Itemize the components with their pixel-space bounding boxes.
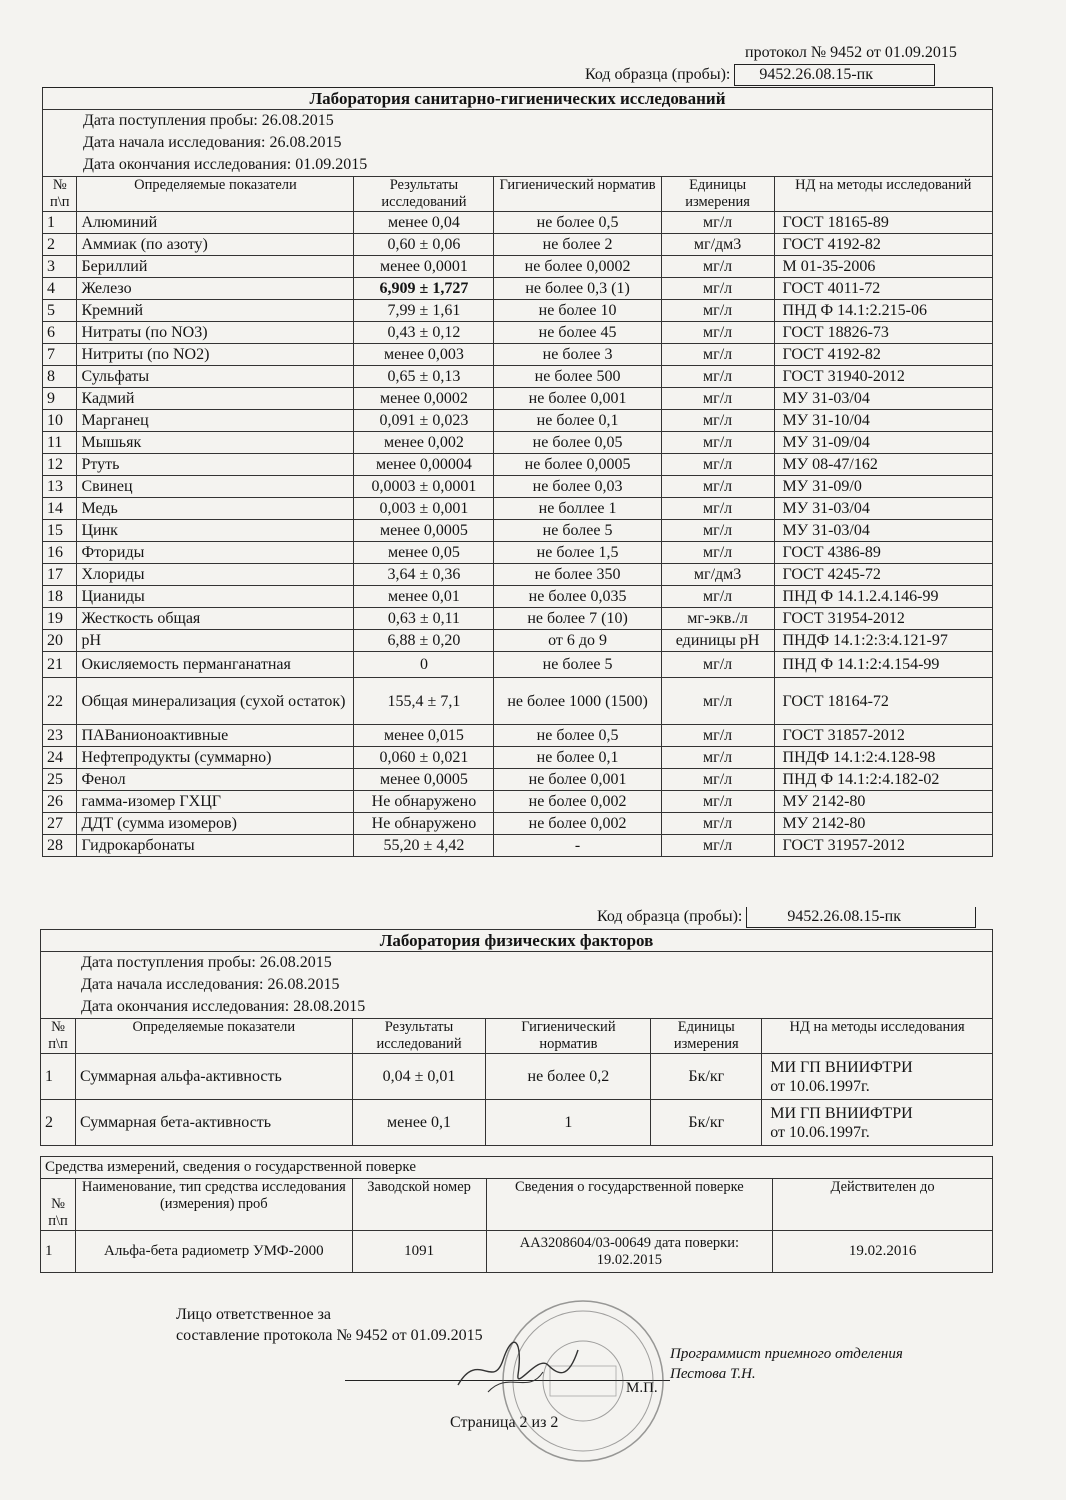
method-value	[762, 1100, 993, 1146]
result-value: 0,63 ± 0,11	[354, 608, 494, 630]
indicator-name: Фенол	[77, 769, 354, 791]
unit-value: мг/л	[661, 410, 774, 432]
sample-code-label-mid: Код образца (пробы):	[597, 908, 743, 925]
unit-value: Бк/кг	[651, 1054, 762, 1100]
unit-value: мг/л	[661, 542, 774, 564]
table-row	[43, 542, 993, 564]
result-value: 0	[354, 652, 494, 678]
table-row	[43, 520, 993, 542]
row-number: 2	[43, 234, 77, 256]
physical-lab-table	[40, 929, 993, 1146]
method-value: ПНД Ф 14.1:2:4.154-99	[774, 652, 992, 678]
indicator-name: Бериллий	[77, 256, 354, 278]
norm-value: не боллее 1	[494, 498, 661, 520]
result-value: менее 0,0001	[354, 256, 494, 278]
result-value: 0,60 ± 0,06	[354, 234, 494, 256]
row-number: 27	[43, 813, 77, 835]
norm-value: не более 0,002	[494, 791, 661, 813]
method-value: ГОСТ 4386-89	[774, 542, 992, 564]
row-number: 15	[43, 520, 77, 542]
table-row	[43, 388, 993, 410]
norm-value: не более 5	[494, 520, 661, 542]
lab2-date-end: Дата окончания исследования: 28.08.2015	[81, 998, 366, 1015]
indicator-name: pH	[77, 630, 354, 652]
table-row	[43, 586, 993, 608]
result-value: менее 0,01	[354, 586, 494, 608]
row-number: 19	[43, 608, 77, 630]
result-value: 155,4 ± 7,1	[354, 678, 494, 725]
norm-value: не более 0,2	[486, 1054, 651, 1100]
unit-value: мг/л	[661, 300, 774, 322]
method-value: МУ 2142-80	[774, 813, 992, 835]
norm-value: не более 1,5	[494, 542, 661, 564]
unit-value: мг/л	[661, 322, 774, 344]
unit-value: единицы pH	[661, 630, 774, 652]
norm-value: не более 1000 (1500)	[494, 678, 661, 725]
row-number: 7	[43, 344, 77, 366]
row-number: 22	[43, 678, 77, 725]
table-row	[43, 366, 993, 388]
result-value: 0,003 ± 0,001	[354, 498, 494, 520]
table-row	[43, 344, 993, 366]
result-value: менее 0,015	[354, 725, 494, 747]
unit-value: мг/л	[661, 454, 774, 476]
indicator-name: Суммарная альфа-активность	[75, 1054, 352, 1100]
method-value: МУ 31-10/04	[774, 410, 992, 432]
method-value: ГОСТ 4192-82	[774, 344, 992, 366]
stamp-place-label: М.П.	[626, 1380, 658, 1396]
row-number: 4	[43, 278, 77, 300]
unit-value: мг/л	[661, 278, 774, 300]
row-number: 1	[41, 1054, 76, 1100]
result-value: менее 0,0005	[354, 520, 494, 542]
indicator-name: ДДТ (сумма изомеров)	[77, 813, 354, 835]
table-row	[43, 769, 993, 791]
norm-value: от 6 до 9	[494, 630, 661, 652]
norm-value: -	[494, 835, 661, 857]
method-value: МУ 31-03/04	[774, 520, 992, 542]
lab2-date-received: Дата поступления пробы: 26.08.2015	[81, 954, 332, 971]
lab1-date-start: Дата начала исследования: 26.08.2015	[83, 134, 342, 151]
norm-value: не более 3	[494, 344, 661, 366]
sample-code-value-mid: 9452.26.08.15-пк	[746, 907, 976, 928]
method-value: ПНД Ф 14.1.2.4.146-99	[774, 586, 992, 608]
col3-num: № п\п	[41, 1179, 76, 1231]
norm-value: не более 0,035	[494, 586, 661, 608]
unit-value: мг/л	[661, 256, 774, 278]
row-number: 1	[43, 212, 77, 234]
row-number: 20	[43, 630, 77, 652]
method-value: ГОСТ 4245-72	[774, 564, 992, 586]
row-number: 12	[43, 454, 77, 476]
row-number: 25	[43, 769, 77, 791]
indicator-name: Железо	[77, 278, 354, 300]
lab2-header-row	[41, 1019, 993, 1054]
method-date: от 10.06.1997г.	[770, 1123, 870, 1141]
method-value: ПНД Ф 14.1:2:4.182-02	[774, 769, 992, 791]
result-value: 6,909 ± 1,727	[354, 278, 494, 300]
unit-value: мг/л	[661, 813, 774, 835]
result-value: 7,99 ± 1,61	[354, 300, 494, 322]
row-number: 5	[43, 300, 77, 322]
row-number: 6	[43, 322, 77, 344]
indicator-name: гамма-изомер ГХЦГ	[77, 791, 354, 813]
col3-valid: Действителен до	[773, 1179, 993, 1231]
indicator-name: Фториды	[77, 542, 354, 564]
result-value: Не обнаружено	[354, 791, 494, 813]
col3-verification: Сведения о государственной поверке	[486, 1179, 773, 1231]
method-value: МУ 08-47/162	[774, 454, 992, 476]
indicator-name: Цианиды	[77, 586, 354, 608]
indicator-name: Гидрокарбонаты	[77, 835, 354, 857]
table-row	[43, 725, 993, 747]
col2-indicator: Определяемые показатели	[75, 1019, 352, 1054]
table-row	[43, 476, 993, 498]
row-number: 17	[43, 564, 77, 586]
indicator-name: Ртуть	[77, 454, 354, 476]
method-value: МУ 31-09/04	[774, 432, 992, 454]
method-value: ПНДФ 14.1:2:4.128-98	[774, 747, 992, 769]
row-number: 24	[43, 747, 77, 769]
method-value: ПНДФ 14.1:2:3:4.121-97	[774, 630, 992, 652]
result-value: 6,88 ± 0,20	[354, 630, 494, 652]
instrument-serial: 1091	[352, 1231, 486, 1273]
table-row	[41, 1100, 993, 1146]
instruments-title: Средства измерений, сведения о государственной поверке	[41, 1157, 993, 1179]
table-row	[43, 410, 993, 432]
norm-value: не более 0,5	[494, 212, 661, 234]
table-row	[43, 630, 993, 652]
norm-value: не более 0,001	[494, 769, 661, 791]
unit-value: мг/л	[661, 432, 774, 454]
row-number: 18	[43, 586, 77, 608]
responsible-line1: Лицо ответственное за	[176, 1306, 332, 1323]
norm-value: не более 7 (10)	[494, 608, 661, 630]
table-row	[43, 813, 993, 835]
lab2-dates	[41, 952, 993, 1019]
indicator-name: Окисляемость перманганатная	[77, 652, 354, 678]
row-number: 10	[43, 410, 77, 432]
table-row	[43, 678, 993, 725]
unit-value: мг/л	[661, 678, 774, 725]
signer-position: Программист приемного отделения	[670, 1346, 903, 1362]
indicator-name: Марганец	[77, 410, 354, 432]
method-value: ГОСТ 31857-2012	[774, 725, 992, 747]
row-number: 2	[41, 1100, 76, 1146]
table-row	[43, 652, 993, 678]
norm-value: не более 0,1	[494, 747, 661, 769]
method-name: МИ ГП ВНИИФТРИ	[770, 1058, 913, 1076]
table-row	[43, 212, 993, 234]
indicator-name: Цинк	[77, 520, 354, 542]
table-row	[43, 835, 993, 857]
lab1-title: Лаборатория санитарно-гигиенических исследований	[43, 88, 993, 110]
norm-value: не более 0,001	[494, 388, 661, 410]
lab1-header-row	[43, 177, 993, 212]
col-indicator: Определяемые показатели	[77, 177, 354, 212]
method-value: МУ 31-03/04	[774, 498, 992, 520]
unit-value: мг/л	[661, 791, 774, 813]
indicator-name: Нефтепродукты (суммарно)	[77, 747, 354, 769]
table-row	[43, 608, 993, 630]
norm-value: не более 0,03	[494, 476, 661, 498]
instruments-header-row	[41, 1179, 993, 1231]
unit-value: мг/л	[661, 366, 774, 388]
table-row	[43, 234, 993, 256]
col3-serial: Заводской номер	[352, 1179, 486, 1231]
method-value: МУ 31-03/04	[774, 388, 992, 410]
instruments-table	[40, 1156, 993, 1273]
result-value: 0,091 ± 0,023	[354, 410, 494, 432]
norm-value: не более 0,05	[494, 432, 661, 454]
table-row	[41, 1054, 993, 1100]
unit-value: мг/л	[661, 725, 774, 747]
norm-value: не более 0,3 (1)	[494, 278, 661, 300]
unit-value: мг/л	[661, 835, 774, 857]
row-number: 21	[43, 652, 77, 678]
indicator-name: Свинец	[77, 476, 354, 498]
unit-value: мг/дм3	[661, 564, 774, 586]
indicator-name: ПАВанионоактивные	[77, 725, 354, 747]
col2-num: № п\п	[41, 1019, 76, 1054]
unit-value: мг/л	[661, 586, 774, 608]
norm-value: не более 45	[494, 322, 661, 344]
unit-value: мг/л	[661, 476, 774, 498]
row-number: 14	[43, 498, 77, 520]
row-number: 13	[43, 476, 77, 498]
result-value: 0,43 ± 0,12	[354, 322, 494, 344]
sanitary-lab-table	[42, 87, 993, 857]
table-row	[43, 791, 993, 813]
norm-value: не более 500	[494, 366, 661, 388]
unit-value: мг-экв./л	[661, 608, 774, 630]
unit-value: мг/л	[661, 388, 774, 410]
lab1-dates	[43, 110, 993, 177]
signer-name: Пестова Т.Н.	[670, 1366, 756, 1382]
result-value: Не обнаружено	[354, 813, 494, 835]
norm-value: не более 0,1	[494, 410, 661, 432]
result-value: 0,65 ± 0,13	[354, 366, 494, 388]
method-value: ПНД Ф 14.1:2.215-06	[774, 300, 992, 322]
row-number: 26	[43, 791, 77, 813]
sample-code-value: 9452.26.08.15-пк	[734, 64, 935, 86]
method-value: М 01-35-2006	[774, 256, 992, 278]
table-row	[43, 454, 993, 476]
method-value: ГОСТ 4192-82	[774, 234, 992, 256]
method-value: ГОСТ 18164-72	[774, 678, 992, 725]
result-value: 55,20 ± 4,42	[354, 835, 494, 857]
method-value: МУ 31-09/0	[774, 476, 992, 498]
col2-unit: Единицы измерения	[651, 1019, 762, 1054]
table-row	[43, 322, 993, 344]
norm-value: не более 350	[494, 564, 661, 586]
instrument-verification: АА3208604/03-00649 дата поверки: 19.02.2015	[486, 1231, 773, 1273]
table-row	[43, 498, 993, 520]
col-method: НД на методы исследований	[774, 177, 992, 212]
unit-value: мг/л	[661, 747, 774, 769]
indicator-name: Медь	[77, 498, 354, 520]
indicator-name: Суммарная бета-активность	[75, 1100, 352, 1146]
signer-block	[670, 1344, 903, 1384]
sample-code-label: Код образца (пробы):	[585, 66, 731, 83]
result-value: менее 0,0002	[354, 388, 494, 410]
method-value: ГОСТ 31940-2012	[774, 366, 992, 388]
result-value: менее 0,003	[354, 344, 494, 366]
lab1-date-received: Дата поступления пробы: 26.08.2015	[83, 112, 334, 129]
method-value: ГОСТ 4011-72	[774, 278, 992, 300]
row-number: 9	[43, 388, 77, 410]
norm-value: не более 5	[494, 652, 661, 678]
unit-value: мг/л	[661, 769, 774, 791]
indicator-name: Аммиак (по азоту)	[77, 234, 354, 256]
result-value: 0,0003 ± 0,0001	[354, 476, 494, 498]
unit-value: мг/дм3	[661, 234, 774, 256]
method-value: ГОСТ 18165-89	[774, 212, 992, 234]
norm-value: не более 0,0005	[494, 454, 661, 476]
row-number: 11	[43, 432, 77, 454]
indicator-name: Мышьяк	[77, 432, 354, 454]
col-num: № п\п	[43, 177, 77, 212]
page-number: Страница 2 из 2	[450, 1414, 559, 1431]
norm-value: не более 2	[494, 234, 661, 256]
method-value	[762, 1054, 993, 1100]
indicator-name: Кремний	[77, 300, 354, 322]
method-value: ГОСТ 31954-2012	[774, 608, 992, 630]
table-row	[43, 564, 993, 586]
result-value: 0,04 ± 0,01	[352, 1054, 486, 1100]
row-number: 16	[43, 542, 77, 564]
unit-value: мг/л	[661, 212, 774, 234]
row-number: 3	[43, 256, 77, 278]
table-row	[43, 747, 993, 769]
indicator-name: Жесткость общая	[77, 608, 354, 630]
unit-value: мг/л	[661, 652, 774, 678]
indicator-name: Нитраты (по NO3)	[77, 322, 354, 344]
lab2-date-start: Дата начала исследования: 26.08.2015	[81, 976, 340, 993]
result-value: менее 0,00004	[354, 454, 494, 476]
indicator-name: Сульфаты	[77, 366, 354, 388]
indicator-name: Кадмий	[77, 388, 354, 410]
lab1-date-end: Дата окончания исследования: 01.09.2015	[83, 156, 368, 173]
col-result: Результаты исследований	[354, 177, 494, 212]
col3-name: Наименование, тип средства исследования (измерения) проб	[75, 1179, 352, 1231]
unit-value: мг/л	[661, 520, 774, 542]
row-number: 1	[41, 1231, 76, 1273]
col-unit: Единицы измерения	[661, 177, 774, 212]
table-row	[43, 278, 993, 300]
col-norm: Гигиенический норматив	[494, 177, 661, 212]
handwritten-signature	[448, 1330, 588, 1400]
result-value: менее 0,05	[354, 542, 494, 564]
indicator-name: Общая минерализация (сухой остаток)	[77, 678, 354, 725]
result-value: менее 0,04	[354, 212, 494, 234]
norm-value: не более 0,0002	[494, 256, 661, 278]
col2-method: НД на методы исследования	[762, 1019, 993, 1054]
table-row	[43, 300, 993, 322]
indicator-name: Хлориды	[77, 564, 354, 586]
responsible-line2: составление протокола № 9452 от 01.09.2015	[176, 1327, 483, 1344]
result-value: менее 0,002	[354, 432, 494, 454]
sample-code-top	[585, 64, 935, 86]
table-row	[43, 432, 993, 454]
norm-value: 1	[486, 1100, 651, 1146]
method-value: МУ 2142-80	[774, 791, 992, 813]
result-value: 3,64 ± 0,36	[354, 564, 494, 586]
table-row	[41, 1231, 993, 1273]
unit-value: Бк/кг	[651, 1100, 762, 1146]
method-name: МИ ГП ВНИИФТРИ	[770, 1104, 913, 1122]
indicator-name: Нитриты (по NO2)	[77, 344, 354, 366]
result-value: менее 0,0005	[354, 769, 494, 791]
result-value: менее 0,1	[352, 1100, 486, 1146]
method-date: от 10.06.1997г.	[770, 1077, 870, 1095]
norm-value: не более 10	[494, 300, 661, 322]
norm-value: не более 0,002	[494, 813, 661, 835]
unit-value: мг/л	[661, 344, 774, 366]
method-value: ГОСТ 18826-73	[774, 322, 992, 344]
indicator-name: Алюминий	[77, 212, 354, 234]
responsible-person	[176, 1304, 483, 1346]
method-value: ГОСТ 31957-2012	[774, 835, 992, 857]
col2-result: Результаты исследований	[352, 1019, 486, 1054]
row-number: 23	[43, 725, 77, 747]
unit-value: мг/л	[661, 498, 774, 520]
sample-code-mid	[597, 907, 976, 928]
norm-value: не более 0,5	[494, 725, 661, 747]
table-row	[43, 256, 993, 278]
instrument-valid-until: 19.02.2016	[773, 1231, 993, 1273]
row-number: 28	[43, 835, 77, 857]
protocol-number: протокол № 9452 от 01.09.2015	[745, 44, 957, 61]
col2-norm: Гигиенический норматив	[486, 1019, 651, 1054]
result-value: 0,060 ± 0,021	[354, 747, 494, 769]
lab2-title: Лаборатория физических факторов	[41, 930, 993, 952]
instrument-name: Альфа-бета радиометр УМФ-2000	[75, 1231, 352, 1273]
row-number: 8	[43, 366, 77, 388]
